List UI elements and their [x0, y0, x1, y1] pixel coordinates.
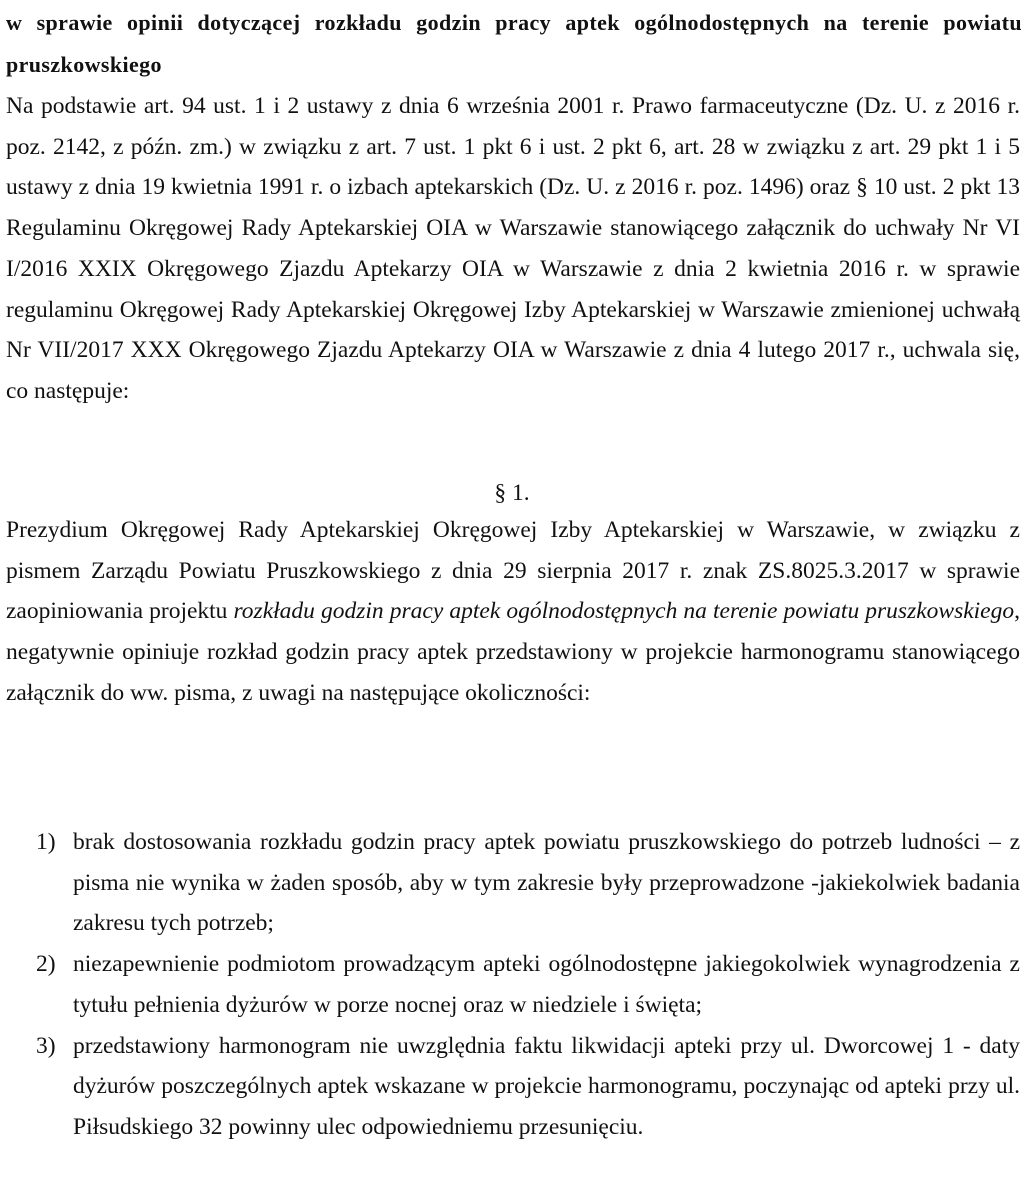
list-item-text: przedstawiony harmonogram nie uwzględnia faktu likwidacji apteki przy ul. Dworcowej 1 - daty dyżurów poszczególnych aptek wskazane w projekcie harmonogramu, poczynając od apteki przy ul. Piłsudskiego 32 powinny ulec odpowiedniemu przesunięciu.	[73, 1032, 1020, 1140]
resolution-subject: w sprawie opinii dotyczącej rozkładu godzin pracy aptek ogólnodostępnych na terenie powiatu pruszkowskiego	[6, 10, 1022, 77]
list-item-text: brak dostosowania rozkładu godzin pracy aptek powiatu pruszkowskiego do potrzeb ludności – z pisma nie wynika w żaden sposób, aby w tym zakresie były przeprowadzone -jakiekolwiek badania zakresu tych potrzeb;	[73, 829, 1020, 937]
section-1-text-start: Prezydium Okręgowej Rady Aptekarskiej Okręgowej Izby Aptekarskiej w Warszawie, w związku z pismem Zarządu Powiatu Pruszkowskiego z dnia 29 sierpnia 2017 r. znak ZS.8025.3.2017 w sprawie zaopiniowania projektu	[6, 517, 1020, 625]
section-1-text-end: , negatywnie opiniuje rozkład godzin pracy aptek przedstawiony w projekcie harmonogramu stanowiącego załącznik do ww. pisma, z uwagi na następujące okoliczności:	[6, 598, 1020, 706]
list-item-number: 1)	[36, 829, 56, 855]
section-1-paragraph	[6, 510, 1020, 714]
legal-basis-paragraph: Na podstawie art. 94 ust. 1 i 2 ustawy z dnia 6 września 2001 r. Prawo farmaceutyczne (Dz. U. z 2016 r. poz. 2142, z późn. zm.) w związku z art. 7 ust. 1 pkt 6 i ust. 2 pkt 6, art. 28 w związku z art. 29 pkt 1 i 5 ustawy z dnia 19 kwietnia 1991 r. o izbach aptekarskich (Dz. U. z 2016 r. poz. 1496) oraz § 10 ust. 2 pkt 13 Regulaminu Okręgowej Rady Aptekarskiej OIA w Warszawie stanowiącego załącznik do uchwały Nr VI I/2016 XXIX Okręgowego Zjazdu Aptekarzy OIA w Warszawie z dnia 2 kwietnia 2016 r. w sprawie regulaminu Okręgowej Rady Aptekarskiej Okręgowej Izby Aptekarskiej w Warszawie zmienionej uchwałą Nr VII/2017 XXX Okręgowego Zjazdu Aptekarzy OIA w Warszawie z dnia 4 lutego 2017 r., uchwala się, co następuje:	[6, 93, 1020, 404]
list-item-number: 2)	[36, 951, 56, 978]
list-item	[6, 822, 1020, 944]
section-heading: § 1.	[494, 480, 530, 506]
italic-project-title: rozkładu godzin pracy aptek ogólnodostępnych na terenie powiatu pruszkowskiego	[233, 598, 1015, 625]
list-item	[6, 1026, 1020, 1148]
list-item-number: 3)	[36, 1032, 56, 1059]
list-item-text: niezapewnienie podmiotom prowadzącym apteki ogólnodostępne jakiegokolwiek wynagrodzenia z tytułu pełnienia dyżurów w porze nocnej oraz w niedziele i święta;	[73, 951, 1020, 1018]
circumstances-list	[6, 822, 1020, 1148]
list-item	[6, 944, 1020, 1025]
